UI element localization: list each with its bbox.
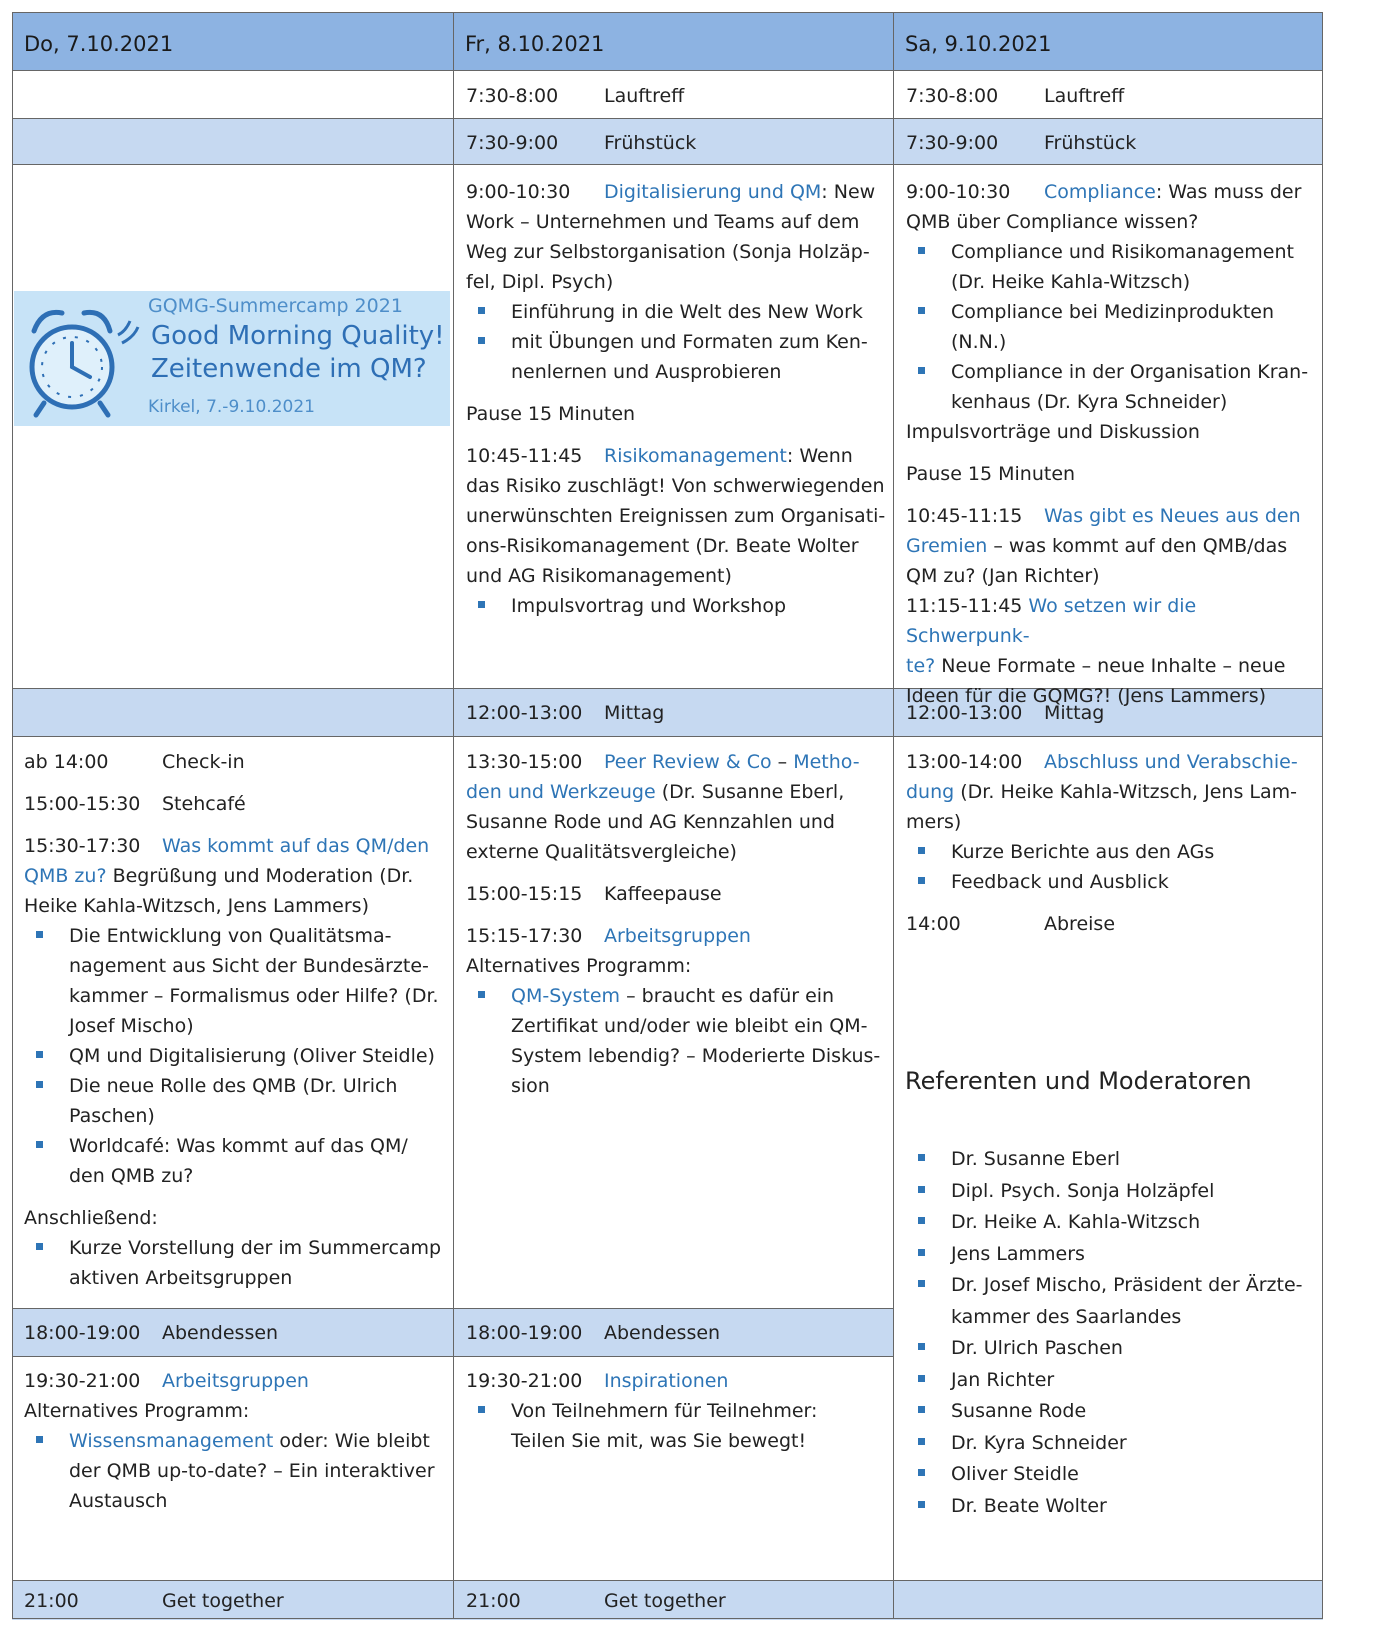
text: Josef Mischo) [69, 1015, 194, 1037]
text: QM zu? (Jan Richter) [906, 565, 1100, 587]
do-get-together [24, 1587, 284, 1615]
text: nagement aus Sicht der Bundesärzte- [69, 955, 429, 977]
row-divider [12, 1580, 1323, 1581]
text: Work – Unternehmen und Teams auf dem [466, 211, 860, 233]
text: das Risiko zuschlägt! Von schwerwiegenden [466, 475, 885, 497]
logo-line3: Zeitenwende im QM? [151, 354, 427, 384]
referent-item: Dr. Beate Wolter [906, 1491, 1320, 1523]
time: 18:00-19:00 [466, 1322, 583, 1344]
fr-session-inspirationen [466, 1366, 886, 1396]
logo-line4: Kirkel, 7.-9.10.2021 [148, 397, 315, 417]
text: kammer des Saarlandes [951, 1305, 1182, 1328]
text: (N.N.) [951, 331, 1007, 353]
label: Abendessen [604, 1322, 721, 1344]
time: 15:30-17:30 [24, 835, 141, 857]
text: Heike Kahla-Witzsch, Jens Lammers) [24, 895, 369, 917]
time: 12:00-13:00 [906, 702, 1023, 724]
text: Ideen für die GQMG?! (Jens Lammers) [906, 685, 1267, 707]
time: 10:45-11:45 [466, 445, 583, 467]
label: Check-in [162, 751, 245, 773]
text: Dr. Josef Mischo, Präsident der Ärzte- [951, 1274, 1303, 1296]
fr-fruehstueck [466, 129, 696, 157]
text: Alternatives Programm: [466, 955, 692, 977]
text: Die neue Rolle des QMB (Dr. Ulrich [69, 1075, 398, 1097]
alarm-clock-icon [14, 291, 144, 426]
text: den QMB zu? [69, 1165, 194, 1187]
referent-item: Jan Richter [906, 1365, 1320, 1397]
bullet-item: Einführung in die Welt des New Work [466, 297, 886, 327]
bullet-item [24, 1131, 446, 1191]
fr-get-together [466, 1587, 726, 1615]
fr-session-arbeitsgruppen [466, 921, 886, 951]
label: Get together [604, 1590, 726, 1612]
session-link[interactable]: Peer Review & Co [604, 751, 772, 773]
label: Get together [162, 1590, 284, 1612]
text: Compliance und Risikomanagement [951, 241, 1294, 263]
text: : New [821, 181, 876, 203]
text: mers) [906, 811, 962, 833]
session-link[interactable]: Was kommt auf das QM/den [162, 835, 430, 857]
sa-session-gremien [906, 501, 1320, 531]
text: Kurze Vorstellung der im Summercamp [69, 1237, 442, 1259]
label: Mittag [604, 702, 665, 724]
fr-morning-block [466, 177, 886, 621]
time: 7:30-9:00 [906, 132, 999, 154]
fr-evening-block [466, 1366, 886, 1456]
fr-kaffee [466, 879, 886, 909]
sa-lauftreff [906, 82, 1124, 110]
do-abendessen [24, 1319, 278, 1347]
bullet-item: Kurze Berichte aus den AGs [906, 837, 1320, 867]
session-link[interactable]: Digitalisierung und QM [604, 181, 822, 203]
bullet-item [466, 981, 886, 1101]
sa-session-compliance [906, 177, 1320, 207]
fr-lauftreff [466, 82, 684, 110]
text: Impulsvorträge und Diskussion [906, 421, 1200, 443]
sa-session-schwerpunkte [906, 591, 1320, 651]
text: Susanne Rode und AG Kennzahlen und [466, 811, 835, 833]
bullet-item: QM und Digitalisierung (Oliver Steidle) [24, 1041, 446, 1071]
text: nenlernen und Ausprobieren [511, 361, 782, 383]
row-divider [12, 70, 1323, 71]
referent-item: Dipl. Psych. Sonja Holzäpfel [906, 1176, 1320, 1208]
row-divider [12, 1356, 893, 1357]
text: der QMB up-to-date? – Ein interaktiver [69, 1460, 435, 1482]
time: 19:30-21:00 [466, 1370, 583, 1392]
col-divider [893, 12, 894, 1619]
text: oder: Wie bleibt [273, 1430, 430, 1452]
time: 19:30-21:00 [24, 1370, 141, 1392]
sa-abreise [906, 909, 1320, 939]
bullet-item: Feedback und Ausblick [906, 867, 1320, 897]
referent-item: Dr. Ulrich Paschen [906, 1333, 1320, 1365]
logo-line2: Good Morning Quality! [151, 321, 445, 351]
text: Anschließend: [24, 1207, 158, 1229]
label: Abendessen [162, 1322, 279, 1344]
logo-title [151, 320, 445, 386]
time: 15:15-17:30 [466, 925, 583, 947]
time: 13:00-14:00 [906, 751, 1023, 773]
referent-item [906, 1270, 1320, 1333]
do-session-arbeitsgruppen [24, 1366, 446, 1396]
label: Abreise [1044, 913, 1116, 935]
logo-line1: GQMG-Summercamp 2021 [148, 295, 403, 317]
sa-afternoon-block [906, 747, 1320, 939]
text: Alternatives Programm: [24, 1400, 250, 1422]
bullet-item [466, 1396, 886, 1456]
text: – [771, 751, 794, 773]
text: fel, Dipl. Psych) [466, 271, 614, 293]
session-link[interactable]: Risikomanagement [604, 445, 787, 467]
text: Von Teilnehmern für Teilnehmer: [511, 1400, 818, 1422]
sa-session-abschluss [906, 747, 1320, 777]
text: Begrüßung und Moderation (Dr. [106, 865, 414, 887]
text: externe Qualitätsvergleiche) [466, 841, 737, 863]
session-link[interactable]: Metho- [793, 751, 860, 773]
row-divider [12, 1308, 893, 1309]
text: : Wenn [786, 445, 853, 467]
pause-text: Pause 15 Minuten [466, 403, 636, 425]
session-link[interactable]: QM-System [511, 985, 621, 1007]
label: Frühstück [1044, 132, 1137, 154]
referent-item: Oliver Steidle [906, 1459, 1320, 1491]
text: kenhaus (Dr. Kyra Schneider) [951, 391, 1228, 413]
fr-session-peer [466, 747, 886, 777]
referent-item: Dr. Heike A. Kahla-Witzsch [906, 1207, 1320, 1239]
time: 7:30-8:00 [906, 85, 999, 107]
do-afternoon-block [24, 747, 446, 1293]
header-friday-label: Fr, 8.10.2021 [465, 32, 605, 56]
text: Compliance in der Organisation Kran- [951, 361, 1309, 383]
label: Lauftreff [604, 85, 685, 107]
text: aktiven Arbeitsgruppen [69, 1267, 293, 1289]
text: (Dr. Heike Kahla-Witzsch, Jens Lam- [954, 781, 1297, 803]
row-divider [12, 164, 1323, 165]
time: 10:45-11:15 [906, 505, 1023, 527]
session-link[interactable]: Wo setzen wir die Schwerpunk- [906, 595, 1197, 647]
fr-abendessen [466, 1319, 720, 1347]
bullet-item [24, 1071, 446, 1131]
header-thursday-label: Do, 7.10.2021 [24, 32, 174, 56]
time: 9:00-10:30 [466, 181, 571, 203]
time: 9:00-10:30 [906, 181, 1011, 203]
label: Frühstück [604, 132, 697, 154]
time: 18:00-19:00 [24, 1322, 141, 1344]
bullet-item [466, 327, 886, 387]
session-link[interactable]: QMB zu? [24, 865, 107, 887]
referenten-list [906, 1144, 1320, 1522]
text: mit Übungen und Formaten zum Ken- [511, 331, 868, 353]
text: : Was muss der [1155, 181, 1302, 203]
text: ons-Risikomanagement (Dr. Beate Wolter [466, 535, 859, 557]
text: (Dr. Susanne Eberl, [655, 781, 845, 803]
text: (Dr. Heike Kahla-Witzsch) [951, 271, 1191, 293]
do-stehcafe [24, 789, 446, 819]
text: – was kommt auf den QMB/das [987, 535, 1288, 557]
time: 15:00-15:30 [24, 793, 141, 815]
bullet-item [24, 921, 446, 1041]
fr-afternoon-block [466, 747, 886, 1101]
referent-item: Jens Lammers [906, 1239, 1320, 1271]
text: Neue Formate – neue Inhalte – neue [935, 655, 1286, 677]
text: und AG Risikomanagement) [466, 565, 732, 587]
text: Weg zur Selbstorganisation (Sonja Holzäp- [466, 241, 870, 263]
time: 14:00 [906, 913, 961, 935]
col-divider [453, 12, 454, 1619]
label: Stehcafé [162, 793, 246, 815]
header-saturday-label: Sa, 9.10.2021 [905, 32, 1052, 56]
session-link[interactable]: Abschluss und Verabschie- [1044, 751, 1298, 773]
session-link[interactable]: Inspirationen [604, 1370, 729, 1392]
session-link[interactable]: den und Werkzeuge [466, 781, 656, 803]
fr-session-risiko [466, 441, 886, 471]
row-divider [12, 736, 1323, 737]
label: Lauftreff [1044, 85, 1125, 107]
do-checkin [24, 747, 446, 777]
time: 12:00-13:00 [466, 702, 583, 724]
text: System lebendig? – Moderierte Diskus- [511, 1045, 881, 1067]
do-session-qm [24, 831, 446, 861]
bullet-item [24, 1233, 446, 1293]
text: QMB über Compliance wissen? [906, 211, 1199, 233]
bullet-item [906, 237, 1320, 297]
referent-item: Susanne Rode [906, 1396, 1320, 1428]
text: kammer – Formalismus oder Hilfe? (Dr. [69, 985, 439, 1007]
row-divider [12, 118, 1323, 119]
sa-mittag [906, 699, 1104, 727]
sa-morning-block [906, 177, 1320, 711]
time: 21:00 [466, 1590, 521, 1612]
pause-text: Pause 15 Minuten [906, 463, 1076, 485]
bullet-item: Impulsvortrag und Workshop [466, 591, 886, 621]
text: Teilen Sie mit, was Sie bewegt! [511, 1430, 807, 1452]
text: Austausch [69, 1490, 168, 1512]
referenten-heading: Referenten und Moderatoren [905, 1067, 1252, 1095]
time: 7:30-8:00 [466, 85, 559, 107]
text: sion [511, 1075, 550, 1097]
bullet-item [906, 357, 1320, 417]
do-evening-block [24, 1366, 446, 1516]
summercamp-logo [14, 291, 450, 426]
session-link[interactable]: te? [906, 655, 936, 677]
session-link[interactable]: Arbeitsgruppen [162, 1370, 309, 1392]
text: Paschen) [69, 1105, 155, 1127]
text: Worldcafé: Was kommt auf das QM/ [69, 1135, 408, 1157]
time: 7:30-9:00 [466, 132, 559, 154]
label: Kaffeepause [604, 883, 722, 905]
time: 13:30-15:00 [466, 751, 583, 773]
referent-item: Dr. Susanne Eberl [906, 1144, 1320, 1176]
time: 21:00 [24, 1590, 79, 1612]
label: Mittag [1044, 702, 1105, 724]
time: 11:15-11:45 [906, 595, 1023, 617]
referent-item: Dr. Kyra Schneider [906, 1428, 1320, 1460]
fr-session-digital [466, 177, 886, 207]
session-link[interactable]: Was gibt es Neues aus den [1044, 505, 1301, 527]
bullet-item [24, 1426, 446, 1516]
session-link[interactable]: Arbeitsgruppen [604, 925, 751, 947]
time: 15:00-15:15 [466, 883, 583, 905]
text: Die Entwicklung von Qualitätsma- [69, 925, 392, 947]
text: – braucht es dafür ein [620, 985, 835, 1007]
session-link[interactable]: dung [906, 781, 955, 803]
session-link[interactable]: Gremien [906, 535, 988, 557]
fr-mittag [466, 699, 664, 727]
sa-fruehstueck [906, 129, 1136, 157]
text: Zertifikat und/oder wie bleibt ein QM- [511, 1015, 868, 1037]
session-link[interactable]: Wissensmanagement [69, 1430, 274, 1452]
bullet-item [906, 297, 1320, 357]
text: unerwünschten Ereignissen zum Organisati- [466, 505, 886, 527]
text: Compliance bei Medizinprodukten [951, 301, 1275, 323]
session-link[interactable]: Compliance [1044, 181, 1156, 203]
time: ab 14:00 [24, 751, 109, 773]
